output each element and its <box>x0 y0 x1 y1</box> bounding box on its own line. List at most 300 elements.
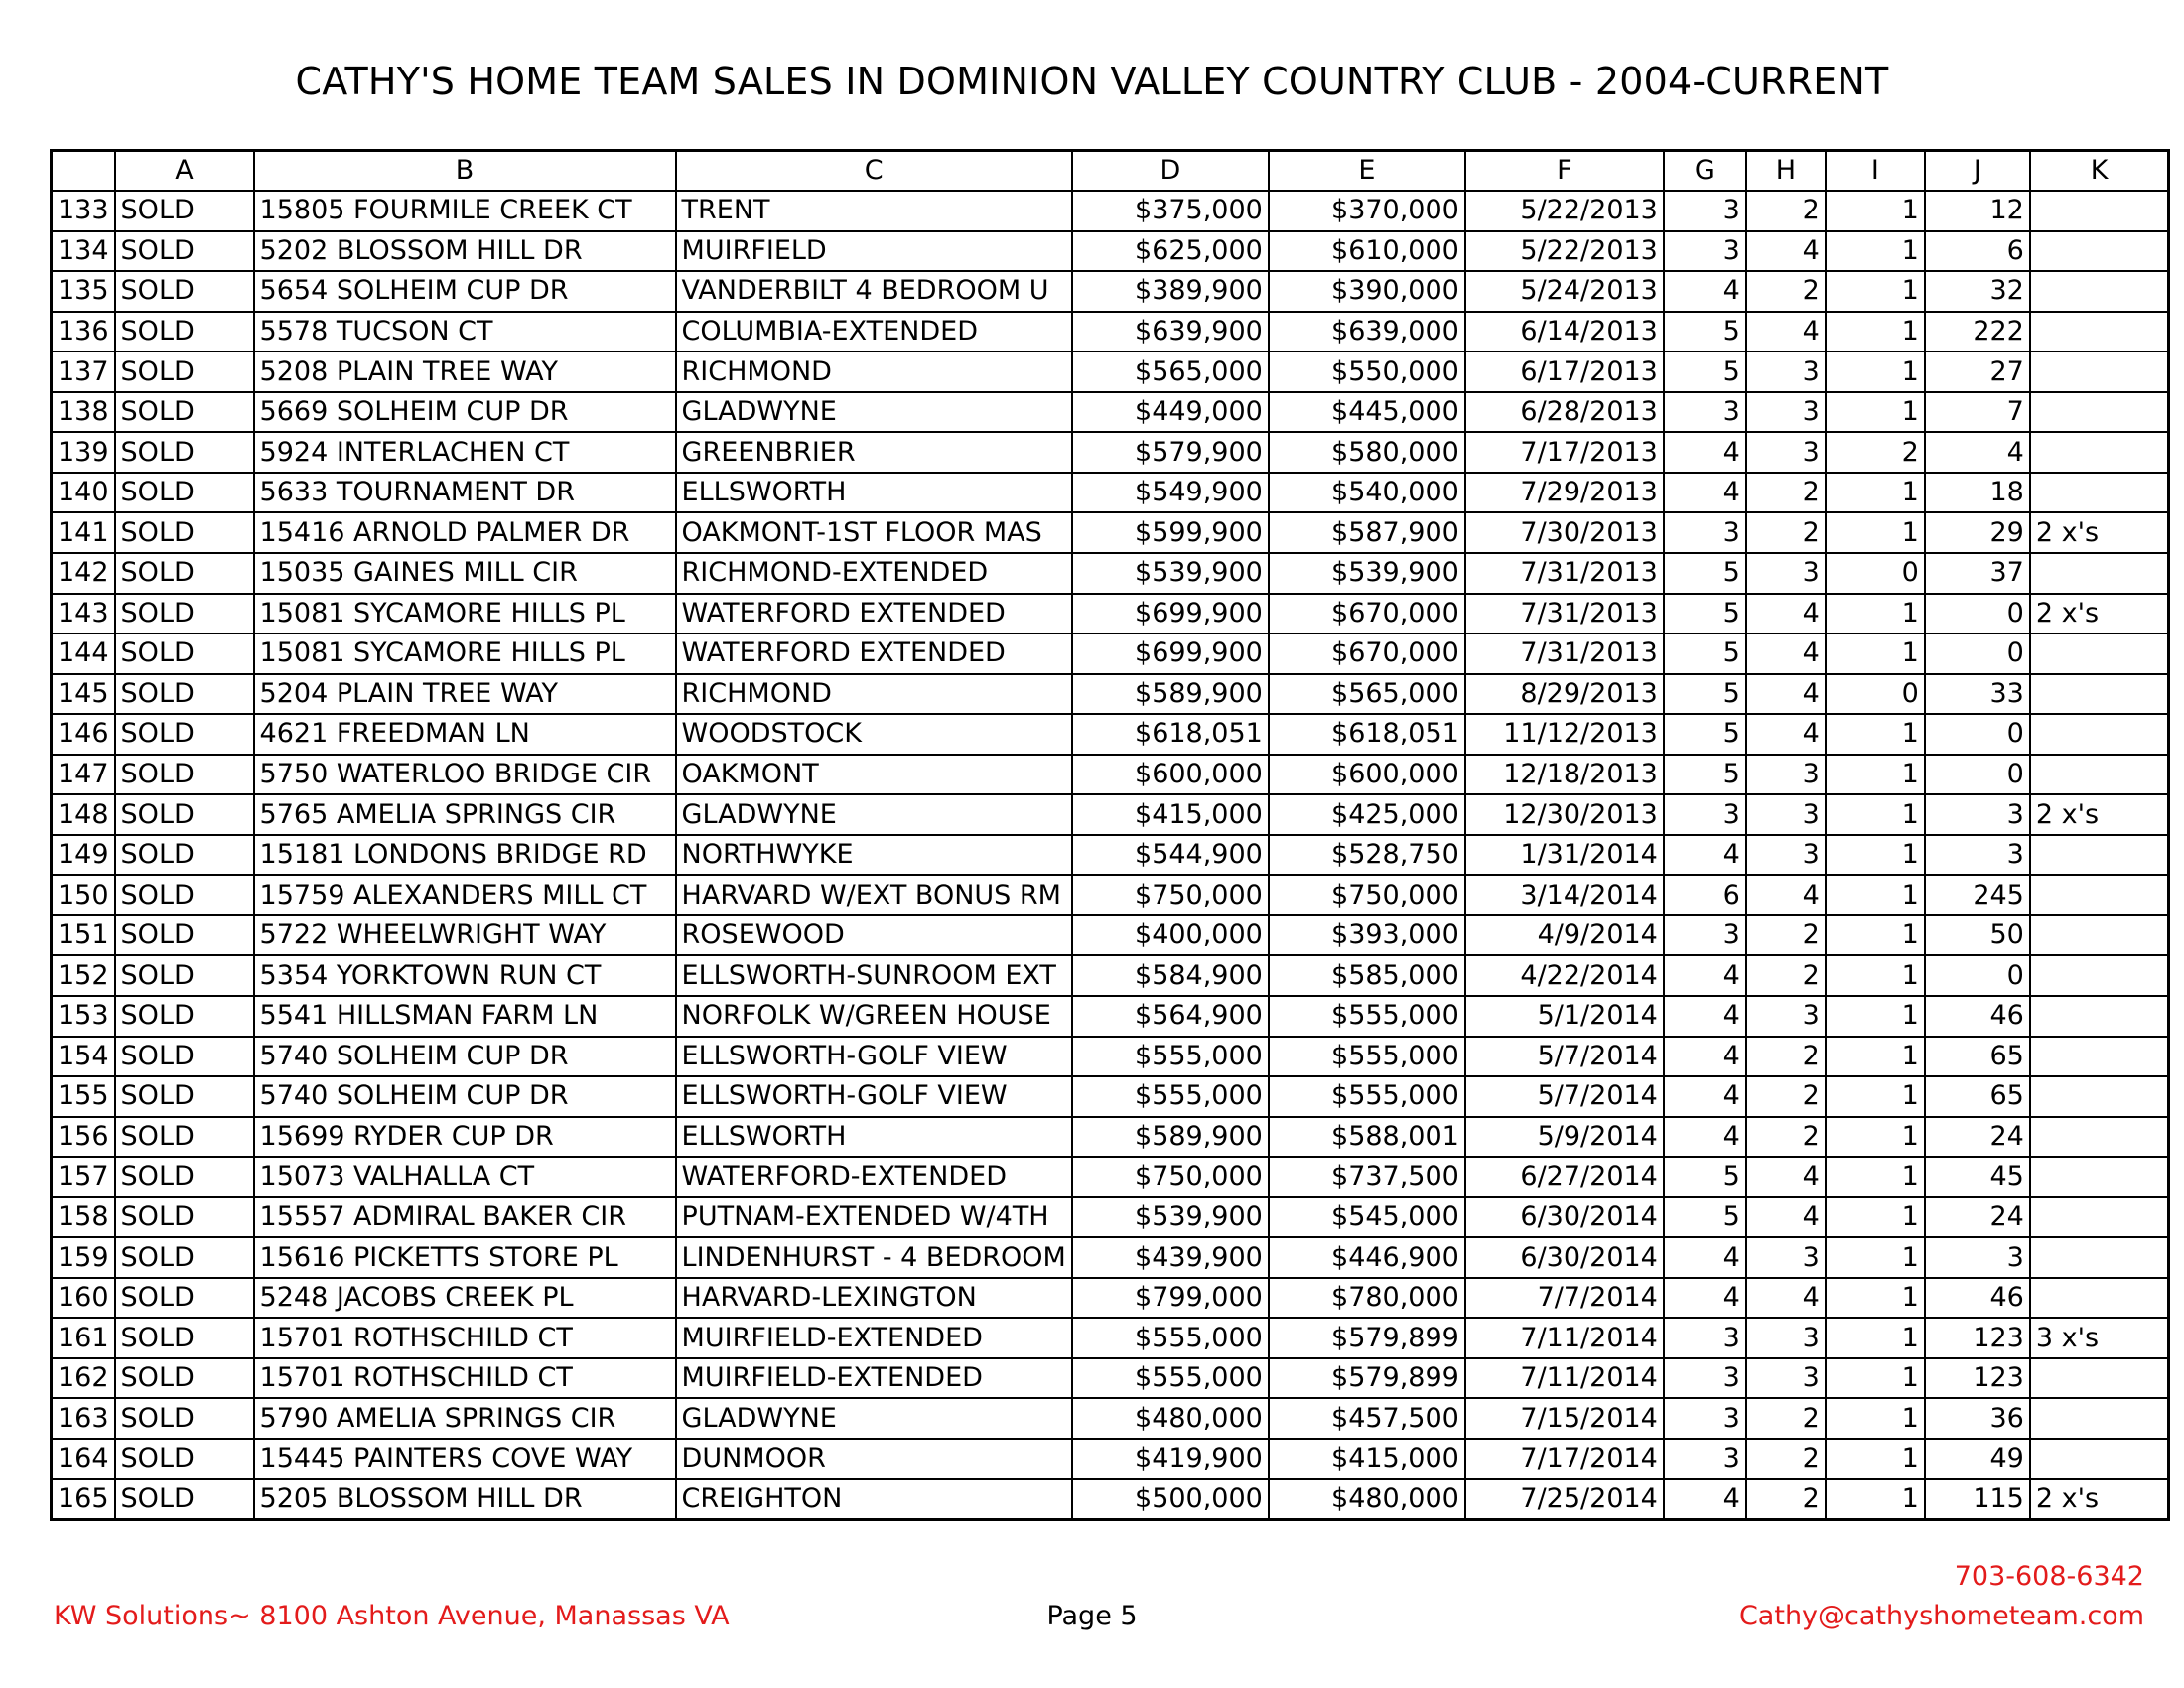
date-cell: 5/24/2013 <box>1465 271 1664 312</box>
table-row <box>52 512 2169 553</box>
model-cell: ELLSWORTH <box>676 473 1072 513</box>
status-cell: SOLD <box>115 473 254 513</box>
table-row <box>52 633 2169 674</box>
row-number-cell: 139 <box>52 432 115 473</box>
address-cell: 5924 INTERLACHEN CT <box>254 432 676 473</box>
table-row <box>52 392 2169 433</box>
sold-price-cell: $393,000 <box>1269 915 1465 956</box>
row-number-cell: 165 <box>52 1479 115 1520</box>
row-number-cell: 162 <box>52 1358 115 1399</box>
status-cell: SOLD <box>115 1398 254 1439</box>
sold-price-cell: $425,000 <box>1269 794 1465 835</box>
baths-cell: 3 <box>1746 553 1826 594</box>
address-cell: 15081 SYCAMORE HILLS PL <box>254 594 676 634</box>
baths-cell: 2 <box>1746 473 1826 513</box>
note-cell: 3 x's <box>2030 1318 2169 1358</box>
days-cell: 50 <box>1925 915 2030 956</box>
status-cell: SOLD <box>115 271 254 312</box>
address-cell: 15035 GAINES MILL CIR <box>254 553 676 594</box>
list-price-cell: $564,900 <box>1072 996 1269 1037</box>
status-cell: SOLD <box>115 553 254 594</box>
note-cell <box>2030 835 2169 876</box>
address-cell: 15699 RYDER CUP DR <box>254 1117 676 1158</box>
table-row <box>52 231 2169 272</box>
half-baths-cell: 1 <box>1826 755 1925 795</box>
row-number-cell: 147 <box>52 755 115 795</box>
days-cell: 12 <box>1925 191 2030 231</box>
address-cell: 5578 TUCSON CT <box>254 312 676 352</box>
days-cell: 0 <box>1925 633 2030 674</box>
list-price-cell: $625,000 <box>1072 231 1269 272</box>
days-cell: 27 <box>1925 352 2030 392</box>
sold-price-cell: $446,900 <box>1269 1237 1465 1278</box>
table-row <box>52 432 2169 473</box>
baths-cell: 4 <box>1746 231 1826 272</box>
table-row <box>52 1237 2169 1278</box>
status-cell: SOLD <box>115 915 254 956</box>
table-row <box>52 473 2169 513</box>
half-baths-cell: 1 <box>1826 875 1925 915</box>
column-header: J <box>1925 151 2030 192</box>
list-price-cell: $389,900 <box>1072 271 1269 312</box>
address-cell: 5633 TOURNAMENT DR <box>254 473 676 513</box>
status-cell: SOLD <box>115 1076 254 1117</box>
days-cell: 46 <box>1925 1278 2030 1319</box>
list-price-cell: $555,000 <box>1072 1318 1269 1358</box>
note-cell <box>2030 955 2169 996</box>
note-cell <box>2030 271 2169 312</box>
date-cell: 7/29/2013 <box>1465 473 1664 513</box>
model-cell: NORTHWYKE <box>676 835 1072 876</box>
status-cell: SOLD <box>115 996 254 1037</box>
status-cell: SOLD <box>115 312 254 352</box>
address-cell: 15616 PICKETTS STORE PL <box>254 1237 676 1278</box>
days-cell: 0 <box>1925 955 2030 996</box>
table-row <box>52 352 2169 392</box>
list-price-cell: $589,900 <box>1072 1117 1269 1158</box>
bedrooms-cell: 5 <box>1664 312 1746 352</box>
address-cell: 5204 PLAIN TREE WAY <box>254 674 676 715</box>
model-cell: DUNMOOR <box>676 1439 1072 1479</box>
model-cell: TRENT <box>676 191 1072 231</box>
list-price-cell: $699,900 <box>1072 594 1269 634</box>
address-cell: 15181 LONDONS BRIDGE RD <box>254 835 676 876</box>
row-number-cell: 164 <box>52 1439 115 1479</box>
note-cell <box>2030 553 2169 594</box>
column-header: K <box>2030 151 2169 192</box>
table-row <box>52 1398 2169 1439</box>
baths-cell: 4 <box>1746 594 1826 634</box>
row-number-cell: 134 <box>52 231 115 272</box>
row-number-cell: 154 <box>52 1037 115 1077</box>
note-cell <box>2030 1197 2169 1238</box>
row-number-cell: 136 <box>52 312 115 352</box>
sold-price-cell: $600,000 <box>1269 755 1465 795</box>
sold-price-cell: $580,000 <box>1269 432 1465 473</box>
table-row <box>52 1439 2169 1479</box>
address-cell: 5354 YORKTOWN RUN CT <box>254 955 676 996</box>
bedrooms-cell: 3 <box>1664 1318 1746 1358</box>
table-row <box>52 1197 2169 1238</box>
list-price-cell: $500,000 <box>1072 1479 1269 1520</box>
status-cell: SOLD <box>115 633 254 674</box>
row-number-cell: 141 <box>52 512 115 553</box>
date-cell: 5/9/2014 <box>1465 1117 1664 1158</box>
status-cell: SOLD <box>115 512 254 553</box>
address-cell: 15759 ALEXANDERS MILL CT <box>254 875 676 915</box>
note-cell <box>2030 231 2169 272</box>
row-number-cell: 153 <box>52 996 115 1037</box>
date-cell: 7/15/2014 <box>1465 1398 1664 1439</box>
sold-price-cell: $750,000 <box>1269 875 1465 915</box>
table-row <box>52 714 2169 755</box>
status-cell: SOLD <box>115 1117 254 1158</box>
status-cell: SOLD <box>115 835 254 876</box>
half-baths-cell: 1 <box>1826 915 1925 956</box>
column-header: A <box>115 151 254 192</box>
half-baths-cell: 1 <box>1826 1278 1925 1319</box>
days-cell: 222 <box>1925 312 2030 352</box>
row-number-cell: 149 <box>52 835 115 876</box>
table-row <box>52 553 2169 594</box>
sold-price-cell: $370,000 <box>1269 191 1465 231</box>
baths-cell: 3 <box>1746 1237 1826 1278</box>
model-cell: GLADWYNE <box>676 1398 1072 1439</box>
row-number-cell: 145 <box>52 674 115 715</box>
status-cell: SOLD <box>115 875 254 915</box>
note-cell: 2 x's <box>2030 594 2169 634</box>
baths-cell: 2 <box>1746 512 1826 553</box>
baths-cell: 4 <box>1746 1157 1826 1197</box>
row-number-cell: 138 <box>52 392 115 433</box>
sold-price-cell: $390,000 <box>1269 271 1465 312</box>
list-price-cell: $750,000 <box>1072 875 1269 915</box>
date-cell: 4/22/2014 <box>1465 955 1664 996</box>
address-cell: 5740 SOLHEIM CUP DR <box>254 1076 676 1117</box>
sold-price-cell: $585,000 <box>1269 955 1465 996</box>
sold-price-cell: $588,001 <box>1269 1117 1465 1158</box>
note-cell <box>2030 191 2169 231</box>
baths-cell: 2 <box>1746 1479 1826 1520</box>
page-number: Page 5 <box>1046 1601 1138 1631</box>
baths-cell: 4 <box>1746 714 1826 755</box>
address-cell: 5790 AMELIA SPRINGS CIR <box>254 1398 676 1439</box>
bedrooms-cell: 4 <box>1664 1076 1746 1117</box>
address-cell: 5541 HILLSMAN FARM LN <box>254 996 676 1037</box>
date-cell: 4/9/2014 <box>1465 915 1664 956</box>
model-cell: MUIRFIELD-EXTENDED <box>676 1358 1072 1399</box>
table-row <box>52 312 2169 352</box>
days-cell: 32 <box>1925 271 2030 312</box>
days-cell: 49 <box>1925 1439 2030 1479</box>
days-cell: 3 <box>1925 835 2030 876</box>
address-cell: 5740 SOLHEIM CUP DR <box>254 1037 676 1077</box>
column-header-row <box>52 151 2169 192</box>
bedrooms-cell: 4 <box>1664 835 1746 876</box>
address-cell: 5208 PLAIN TREE WAY <box>254 352 676 392</box>
status-cell: SOLD <box>115 191 254 231</box>
list-price-cell: $750,000 <box>1072 1157 1269 1197</box>
half-baths-cell: 1 <box>1826 1157 1925 1197</box>
baths-cell: 4 <box>1746 1278 1826 1319</box>
model-cell: PUTNAM-EXTENDED W/4TH <box>676 1197 1072 1238</box>
sold-price-cell: $618,051 <box>1269 714 1465 755</box>
row-number-cell: 152 <box>52 955 115 996</box>
half-baths-cell: 1 <box>1826 1358 1925 1399</box>
sold-price-cell: $610,000 <box>1269 231 1465 272</box>
date-cell: 5/22/2013 <box>1465 231 1664 272</box>
model-cell: HARVARD W/EXT BONUS RM <box>676 875 1072 915</box>
status-cell: SOLD <box>115 955 254 996</box>
model-cell: CREIGHTON <box>676 1479 1072 1520</box>
bedrooms-cell: 5 <box>1664 674 1746 715</box>
baths-cell: 2 <box>1746 1398 1826 1439</box>
status-cell: SOLD <box>115 1439 254 1479</box>
note-cell <box>2030 352 2169 392</box>
sold-price-cell: $415,000 <box>1269 1439 1465 1479</box>
half-baths-cell: 1 <box>1826 191 1925 231</box>
sold-price-cell: $545,000 <box>1269 1197 1465 1238</box>
table-row <box>52 915 2169 956</box>
bedrooms-cell: 5 <box>1664 714 1746 755</box>
row-number-cell: 148 <box>52 794 115 835</box>
status-cell: SOLD <box>115 231 254 272</box>
days-cell: 3 <box>1925 794 2030 835</box>
model-cell: RICHMOND <box>676 674 1072 715</box>
baths-cell: 4 <box>1746 312 1826 352</box>
date-cell: 7/31/2013 <box>1465 633 1664 674</box>
model-cell: VANDERBILT 4 BEDROOM U <box>676 271 1072 312</box>
bedrooms-cell: 4 <box>1664 1237 1746 1278</box>
note-cell <box>2030 432 2169 473</box>
days-cell: 6 <box>1925 231 2030 272</box>
half-baths-cell: 1 <box>1826 955 1925 996</box>
column-header: I <box>1826 151 1925 192</box>
row-number-cell: 163 <box>52 1398 115 1439</box>
list-price-cell: $480,000 <box>1072 1398 1269 1439</box>
half-baths-cell: 1 <box>1826 1318 1925 1358</box>
column-header: C <box>676 151 1072 192</box>
status-cell: SOLD <box>115 1358 254 1399</box>
footer-email: Cathy@cathyshometeam.com <box>1738 1601 2144 1631</box>
bedrooms-cell: 3 <box>1664 1439 1746 1479</box>
note-cell <box>2030 1237 2169 1278</box>
note-cell <box>2030 714 2169 755</box>
address-cell: 15701 ROTHSCHILD CT <box>254 1358 676 1399</box>
half-baths-cell: 1 <box>1826 835 1925 876</box>
bedrooms-cell: 5 <box>1664 755 1746 795</box>
model-cell: RICHMOND <box>676 352 1072 392</box>
days-cell: 0 <box>1925 714 2030 755</box>
half-baths-cell: 1 <box>1826 392 1925 433</box>
table-row <box>52 1076 2169 1117</box>
bedrooms-cell: 3 <box>1664 1398 1746 1439</box>
date-cell: 6/30/2014 <box>1465 1197 1664 1238</box>
footer-address: KW Solutions~ 8100 Ashton Avenue, Manassas VA <box>54 1601 730 1631</box>
note-cell <box>2030 674 2169 715</box>
sales-table <box>50 149 2170 1521</box>
note-cell <box>2030 312 2169 352</box>
model-cell: OAKMONT <box>676 755 1072 795</box>
table-row <box>52 996 2169 1037</box>
date-cell: 6/30/2014 <box>1465 1237 1664 1278</box>
bedrooms-cell: 3 <box>1664 191 1746 231</box>
list-price-cell: $599,900 <box>1072 512 1269 553</box>
note-cell <box>2030 1398 2169 1439</box>
date-cell: 7/11/2014 <box>1465 1358 1664 1399</box>
half-baths-cell: 1 <box>1826 1037 1925 1077</box>
baths-cell: 2 <box>1746 1076 1826 1117</box>
baths-cell: 2 <box>1746 271 1826 312</box>
sold-price-cell: $579,899 <box>1269 1358 1465 1399</box>
status-cell: SOLD <box>115 352 254 392</box>
table-row <box>52 191 2169 231</box>
date-cell: 12/30/2013 <box>1465 794 1664 835</box>
sold-price-cell: $565,000 <box>1269 674 1465 715</box>
status-cell: SOLD <box>115 1037 254 1077</box>
list-price-cell: $799,000 <box>1072 1278 1269 1319</box>
half-baths-cell: 1 <box>1826 512 1925 553</box>
table-row <box>52 271 2169 312</box>
model-cell: WATERFORD EXTENDED <box>676 594 1072 634</box>
row-number-cell: 161 <box>52 1318 115 1358</box>
days-cell: 46 <box>1925 996 2030 1037</box>
address-cell: 5205 BLOSSOM HILL DR <box>254 1479 676 1520</box>
days-cell: 24 <box>1925 1117 2030 1158</box>
days-cell: 65 <box>1925 1037 2030 1077</box>
list-price-cell: $375,000 <box>1072 191 1269 231</box>
bedrooms-cell: 5 <box>1664 594 1746 634</box>
days-cell: 33 <box>1925 674 2030 715</box>
status-cell: SOLD <box>115 594 254 634</box>
days-cell: 7 <box>1925 392 2030 433</box>
note-cell: 2 x's <box>2030 512 2169 553</box>
days-cell: 4 <box>1925 432 2030 473</box>
half-baths-cell: 1 <box>1826 312 1925 352</box>
list-price-cell: $600,000 <box>1072 755 1269 795</box>
list-price-cell: $419,900 <box>1072 1439 1269 1479</box>
date-cell: 11/12/2013 <box>1465 714 1664 755</box>
row-number-cell: 135 <box>52 271 115 312</box>
date-cell: 1/31/2014 <box>1465 835 1664 876</box>
list-price-cell: $539,900 <box>1072 1197 1269 1238</box>
row-number-cell: 159 <box>52 1237 115 1278</box>
page-title: CATHY'S HOME TEAM SALES IN DOMINION VALLEY COUNTRY CLUB - 2004-CURRENT <box>295 60 1889 103</box>
date-cell: 7/25/2014 <box>1465 1479 1664 1520</box>
bedrooms-cell: 5 <box>1664 352 1746 392</box>
status-cell: SOLD <box>115 1278 254 1319</box>
sold-price-cell: $587,900 <box>1269 512 1465 553</box>
list-price-cell: $579,900 <box>1072 432 1269 473</box>
bedrooms-cell: 4 <box>1664 996 1746 1037</box>
list-price-cell: $400,000 <box>1072 915 1269 956</box>
list-price-cell: $539,900 <box>1072 553 1269 594</box>
date-cell: 6/17/2013 <box>1465 352 1664 392</box>
date-cell: 5/22/2013 <box>1465 191 1664 231</box>
column-header: E <box>1269 151 1465 192</box>
address-cell: 5765 AMELIA SPRINGS CIR <box>254 794 676 835</box>
half-baths-cell: 1 <box>1826 473 1925 513</box>
baths-cell: 2 <box>1746 1117 1826 1158</box>
list-price-cell: $565,000 <box>1072 352 1269 392</box>
model-cell: ROSEWOOD <box>676 915 1072 956</box>
bedrooms-cell: 4 <box>1664 473 1746 513</box>
baths-cell: 2 <box>1746 191 1826 231</box>
address-cell: 15557 ADMIRAL BAKER CIR <box>254 1197 676 1238</box>
model-cell: ELLSWORTH-GOLF VIEW <box>676 1076 1072 1117</box>
status-cell: SOLD <box>115 1197 254 1238</box>
days-cell: 37 <box>1925 553 2030 594</box>
table-row <box>52 594 2169 634</box>
model-cell: WOODSTOCK <box>676 714 1072 755</box>
date-cell: 7/31/2013 <box>1465 594 1664 634</box>
row-number-cell: 150 <box>52 875 115 915</box>
days-cell: 0 <box>1925 594 2030 634</box>
model-cell: WATERFORD-EXTENDED <box>676 1157 1072 1197</box>
row-number-cell: 140 <box>52 473 115 513</box>
date-cell: 7/11/2014 <box>1465 1318 1664 1358</box>
sold-price-cell: $480,000 <box>1269 1479 1465 1520</box>
days-cell: 24 <box>1925 1197 2030 1238</box>
status-cell: SOLD <box>115 755 254 795</box>
row-number-cell: 144 <box>52 633 115 674</box>
date-cell: 5/1/2014 <box>1465 996 1664 1037</box>
row-number-cell: 157 <box>52 1157 115 1197</box>
date-cell: 7/30/2013 <box>1465 512 1664 553</box>
half-baths-cell: 1 <box>1826 1439 1925 1479</box>
sold-price-cell: $555,000 <box>1269 1037 1465 1077</box>
bedrooms-cell: 5 <box>1664 1197 1746 1238</box>
model-cell: GLADWYNE <box>676 392 1072 433</box>
row-number-cell: 155 <box>52 1076 115 1117</box>
baths-cell: 3 <box>1746 432 1826 473</box>
sold-price-cell: $539,900 <box>1269 553 1465 594</box>
half-baths-cell: 1 <box>1826 594 1925 634</box>
row-number-cell: 158 <box>52 1197 115 1238</box>
date-cell: 6/28/2013 <box>1465 392 1664 433</box>
address-cell: 15445 PAINTERS COVE WAY <box>254 1439 676 1479</box>
list-price-cell: $618,051 <box>1072 714 1269 755</box>
date-cell: 7/7/2014 <box>1465 1278 1664 1319</box>
model-cell: LINDENHURST - 4 BEDROOM <box>676 1237 1072 1278</box>
status-cell: SOLD <box>115 714 254 755</box>
sold-price-cell: $540,000 <box>1269 473 1465 513</box>
note-cell <box>2030 633 2169 674</box>
address-cell: 5750 WATERLOO BRIDGE CIR <box>254 755 676 795</box>
half-baths-cell: 2 <box>1826 432 1925 473</box>
address-cell: 5248 JACOBS CREEK PL <box>254 1278 676 1319</box>
baths-cell: 4 <box>1746 674 1826 715</box>
model-cell: COLUMBIA-EXTENDED <box>676 312 1072 352</box>
list-price-cell: $439,900 <box>1072 1237 1269 1278</box>
row-number-cell: 143 <box>52 594 115 634</box>
note-cell: 2 x's <box>2030 794 2169 835</box>
status-cell: SOLD <box>115 1237 254 1278</box>
row-number-cell: 137 <box>52 352 115 392</box>
baths-cell: 3 <box>1746 835 1826 876</box>
half-baths-cell: 1 <box>1826 996 1925 1037</box>
half-baths-cell: 1 <box>1826 633 1925 674</box>
note-cell <box>2030 1037 2169 1077</box>
sold-price-cell: $457,500 <box>1269 1398 1465 1439</box>
half-baths-cell: 1 <box>1826 271 1925 312</box>
table-row <box>52 755 2169 795</box>
days-cell: 36 <box>1925 1398 2030 1439</box>
date-cell: 3/14/2014 <box>1465 875 1664 915</box>
bedrooms-cell: 4 <box>1664 1278 1746 1319</box>
sold-price-cell: $639,000 <box>1269 312 1465 352</box>
status-cell: SOLD <box>115 794 254 835</box>
